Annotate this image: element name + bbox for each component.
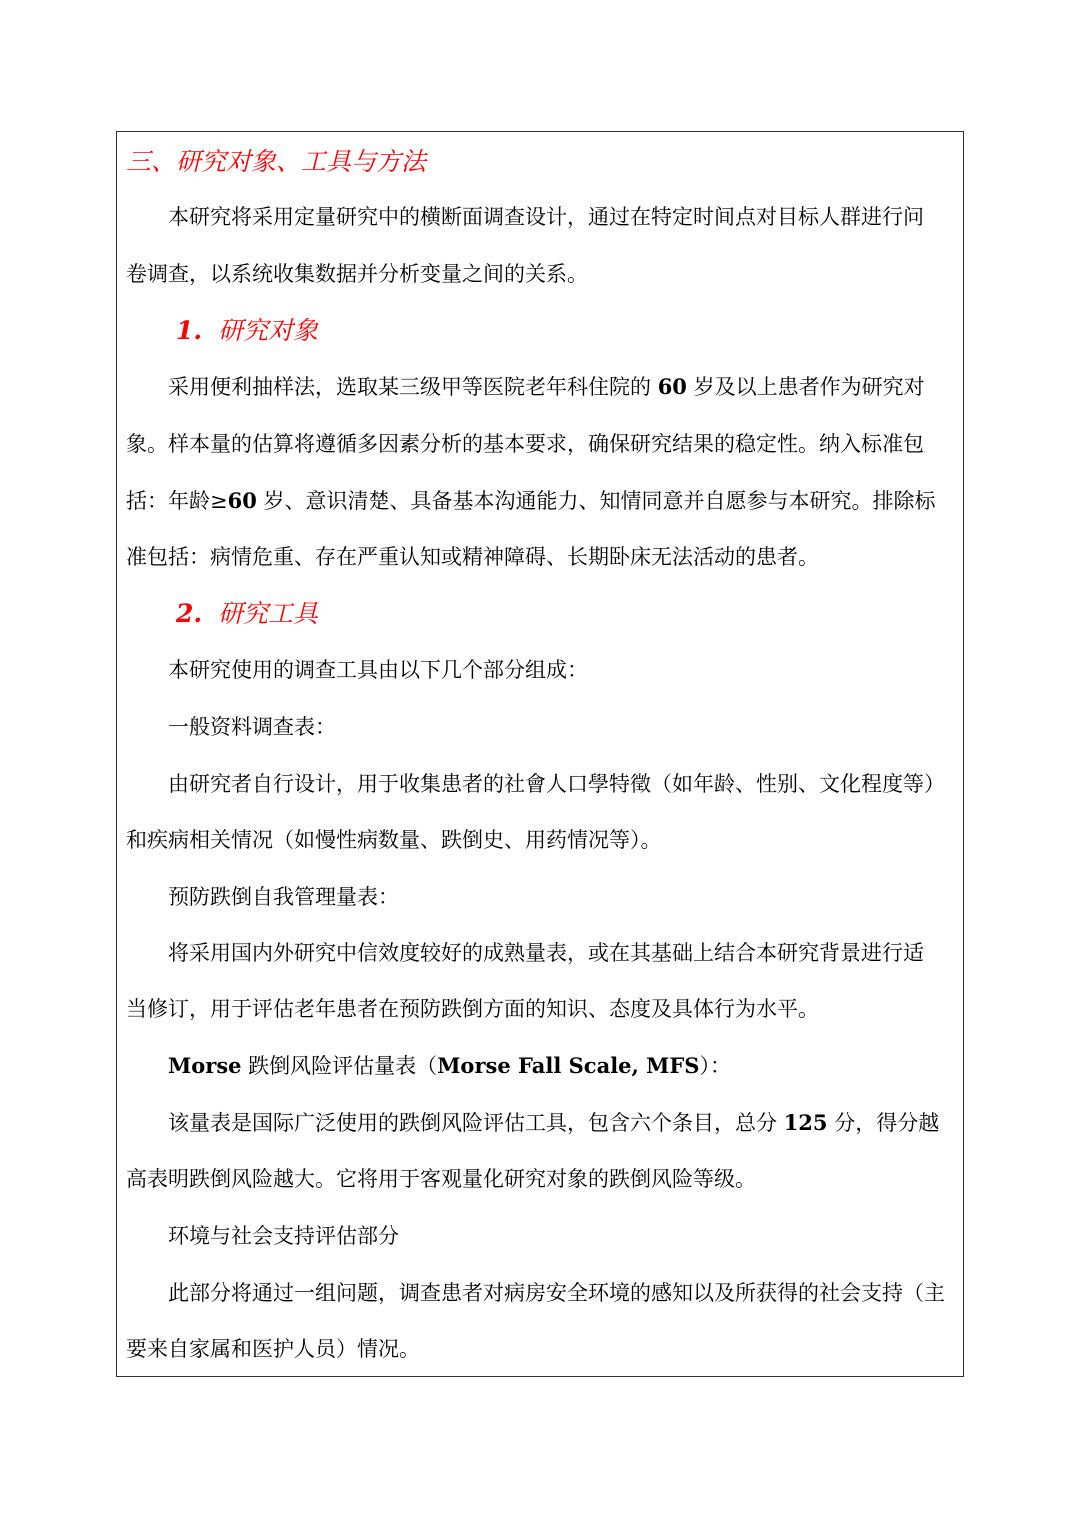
age-value: 60 — [657, 374, 687, 399]
morse-line-2 — [126, 1164, 956, 1194]
tools-heading — [176, 597, 318, 631]
age-value: 60 — [227, 488, 257, 513]
subjects-heading — [176, 314, 318, 348]
text-run: 该量表是国际广泛使用的跌倒风险评估工具，包含六个条目，总分 — [168, 1111, 784, 1135]
morse-name: Morse — [168, 1053, 242, 1078]
text-run: 跌倒风险评估量表（ — [241, 1054, 438, 1078]
selfmgmt-line-1: 将采用国内外研究中信效度较好的成熟量表，或在其基础上结合本研究背景进行适 — [168, 941, 924, 965]
text-run: 岁、意识清楚、具备基本沟通能力、知情同意并自愿参与本研究。排除标 — [256, 489, 936, 513]
subjects-line-3 — [126, 486, 956, 516]
subjects-line-4 — [126, 542, 956, 572]
intro-line-2: 卷调查，以系统收集数据并分析变量之间的关系。 — [126, 262, 588, 286]
general-info-line-2: 和疾病相关情况（如慢性病数量、跌倒史、用药情况等）。 — [126, 828, 662, 852]
text-run: 准包括：病情危重、存在严重认知或精神障碍、长期卧床无法活动的患者。 — [126, 545, 819, 569]
morse-line-1 — [168, 1108, 956, 1138]
morse-fullname: Morse Fall Scale, MFS — [437, 1053, 700, 1078]
section-title: 三、研究对象、工具与方法 — [126, 147, 427, 176]
subjects-heading-text: 研究对象 — [218, 316, 319, 345]
general-info-title: 一般资料调查表： — [168, 715, 336, 739]
env-line-2: 要来自家属和医护人员）情况。 — [126, 1337, 420, 1361]
text-run: 采用便利抽样法，选取某三级甲等医院老年科住院的 — [168, 375, 658, 399]
text-run: 括：年龄≥ — [126, 489, 228, 513]
text-run: ）： — [699, 1054, 731, 1078]
tools-heading-number: 2. — [176, 599, 203, 628]
intro-line-1: 本研究将采用定量研究中的横断面调查设计，通过在特定时间点对目标人群进行问 — [168, 205, 924, 229]
tools-intro: 本研究使用的调查工具由以下几个部分组成： — [168, 658, 588, 682]
env-line-1: 此部分将通过一组问题，调查患者对病房安全环境的感知以及所获得的社会支持（主 — [168, 1281, 945, 1305]
text-run: 分，得分越 — [827, 1111, 940, 1135]
total-score-value: 125 — [783, 1110, 828, 1135]
tools-heading-text: 研究工具 — [218, 599, 319, 628]
text-run: 岁及以上患者作为研究对 — [686, 375, 925, 399]
text-run: 象。样本量的估算将遵循多因素分析的基本要求，确保研究结果的稳定性。纳入标准包 — [126, 432, 924, 456]
selfmgmt-line-2: 当修订，用于评估老年患者在预防跌倒方面的知识、态度及具体行为水平。 — [126, 997, 819, 1021]
subjects-heading-number: 1. — [176, 316, 203, 345]
morse-title — [168, 1051, 956, 1081]
text-run: 高表明跌倒风险越大。它将用于客观量化研究对象的跌倒风险等级。 — [126, 1167, 756, 1191]
env-title: 环境与社会支持评估部分 — [168, 1224, 399, 1248]
subjects-line-1 — [168, 372, 956, 402]
selfmgmt-title: 预防跌倒自我管理量表： — [168, 885, 399, 909]
general-info-line-1: 由研究者自行设计，用于收集患者的社會人口學特徵（如年龄、性别、文化程度等） — [168, 772, 945, 796]
subjects-line-2 — [126, 429, 956, 459]
